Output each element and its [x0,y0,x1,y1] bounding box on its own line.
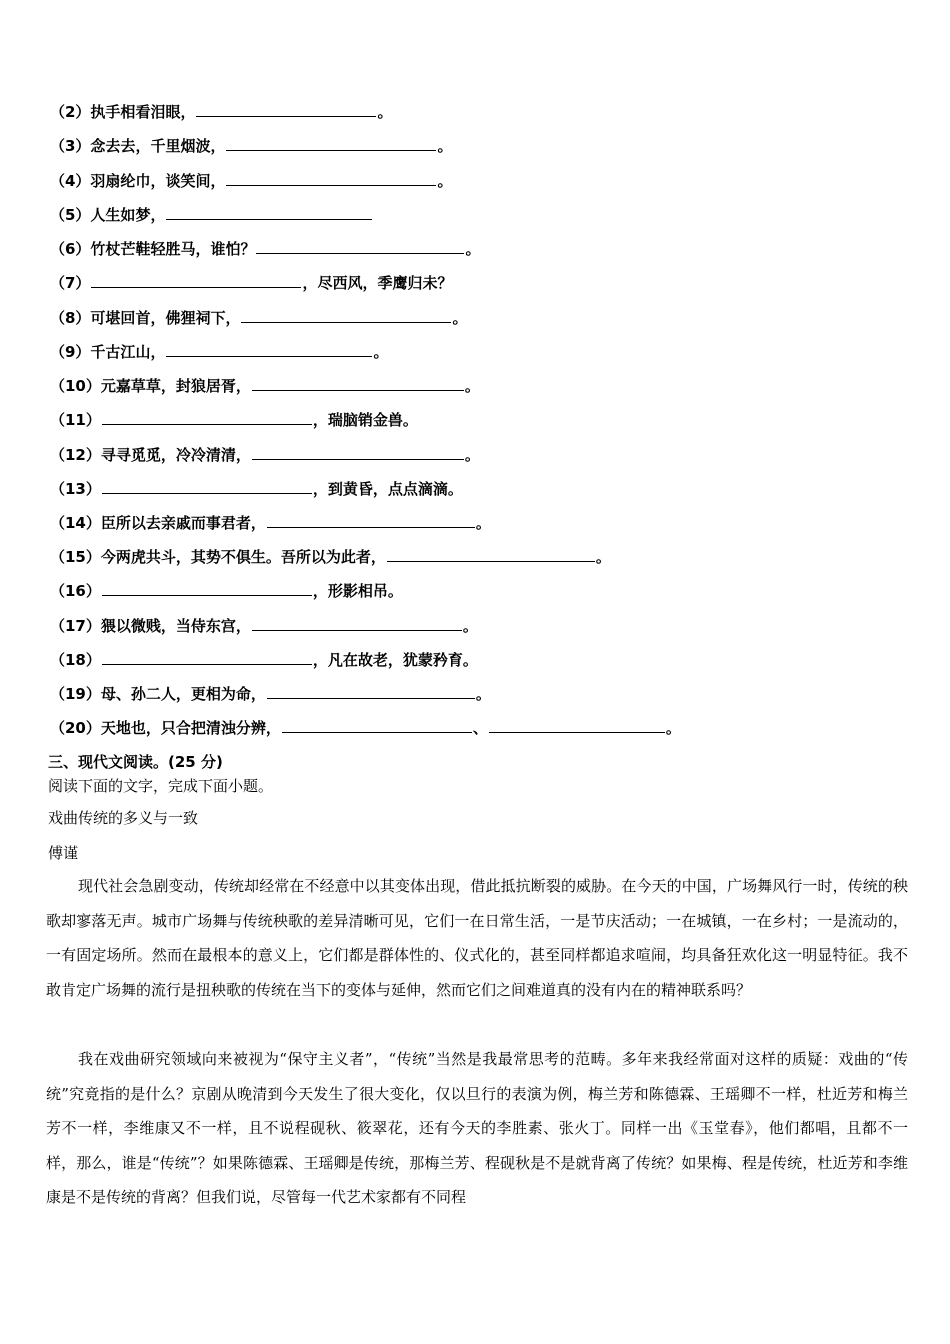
question-3: （3）念去去，千里烟波， 。 [50,137,453,155]
question-16: （16） ，形影相吊。 [50,582,403,600]
question-20: （20）天地也，只合把清浊分辨， 、 。 [50,719,681,737]
answer-blank[interactable] [226,171,436,186]
answer-blank[interactable] [226,136,436,151]
question-6: （6）竹杖芒鞋轻胜马，谁怕？ 。 [50,240,481,258]
question-17: （17）猥以微贱，当侍东宫， 。 [50,617,478,635]
section-heading: 三、现代文阅读。(25 分) [48,753,223,771]
answer-blank[interactable] [102,479,312,494]
question-13: （13） ，到黄昏，点点滴滴。 [50,480,463,498]
article-paragraph: 我在戏曲研究领域向来被视为“保守主义者”，“传统”当然是我最常思考的范畴。多年来我经常面对这样的质疑：戏曲的“传统”究竟指的是什么？京剧从晚清到今天发生了很大变化，仅以旦行的表演为例，梅兰芳和陈德霖、王瑶卿不一样，杜近芳和梅兰芳不一样，李维康又不一样，且不说程砚秋、筱翠花，还有今天的李胜素、张火丁。同样一出《玉堂春》，他们都唱，且都不一样，那么，谁是“传统”？如果陈德霖、王瑶卿是传统，那梅兰芳、程砚秋是不是就背离了传统？如果梅、程是传统，杜近芳和李维康是不是传统的背离？但我们说，尽管每一代艺术家都有不同程 [46,1050,908,1206]
answer-blank[interactable] [489,718,665,733]
answer-blank[interactable] [267,513,475,528]
answer-blank[interactable] [166,205,372,220]
question-5: （5）人生如梦， [50,205,373,225]
question-8: （8）可堪回首，佛狸祠下， 。 [50,309,468,327]
question-2: （2）执手相看泪眼， 。 [50,103,393,121]
answer-blank[interactable] [252,376,464,391]
answer-blank[interactable] [102,581,312,596]
answer-blank[interactable] [102,650,312,665]
question-14: （14）臣所以去亲戚而事君者， 。 [50,514,491,532]
answer-blank[interactable] [166,342,372,357]
question-19: （19）母、孙二人，更相为命， 。 [50,685,491,703]
answer-blank[interactable] [252,445,464,460]
answer-blank[interactable] [102,410,312,425]
answer-blank[interactable] [282,718,472,733]
question-12: （12）寻寻觅觅，冷冷清清， 。 [50,446,480,464]
answer-blank[interactable] [256,239,464,254]
article-author: 傅谨 [48,844,79,862]
answer-blank[interactable] [267,684,475,699]
section-instruction: 阅读下面的文字，完成下面小题。 [48,777,274,795]
answer-blank[interactable] [241,308,451,323]
question-11: （11） ，瑞脑销金兽。 [50,411,418,429]
answer-blank[interactable] [252,616,462,631]
question-7: （7） ，尽西风，季鹰归未？ [50,274,453,292]
article-paragraph: 现代社会急剧变动，传统却经常在不经意中以其变体出现，借此抵抗断裂的威胁。在今天的中国，广场舞风行一时，传统的秧歌却寥落无声。城市广场舞与传统秧歌的差异清晰可见，它们一在日常生活，一是节庆活动；一在城镇，一在乡村；一是流动的，一有固定场所。然而在最根本的意义上，它们都是群体性的、仪式化的，甚至同样都追求喧闹，均具备狂欢化这一明显特征。我不敢肯定广场舞的流行是扭秧歌的传统在当下的变体与延伸，然而它们之间难道真的没有内在的精神联系吗？ [46,877,908,999]
answer-blank[interactable] [196,102,376,117]
question-15: （15）今两虎共斗，其势不俱生。吾所以为此者， 。 [50,548,611,566]
question-10: （10）元嘉草草，封狼居胥， 。 [50,377,480,395]
question-4: （4）羽扇纶巾，谈笑间， 。 [50,172,453,190]
question-18: （18） ，凡在故老，犹蒙矜育。 [50,651,478,669]
answer-blank[interactable] [91,273,301,288]
question-9: （9）千古江山， 。 [50,343,389,361]
article-title: 戏曲传统的多义与一致 [48,809,199,827]
answer-blank[interactable] [387,547,595,562]
